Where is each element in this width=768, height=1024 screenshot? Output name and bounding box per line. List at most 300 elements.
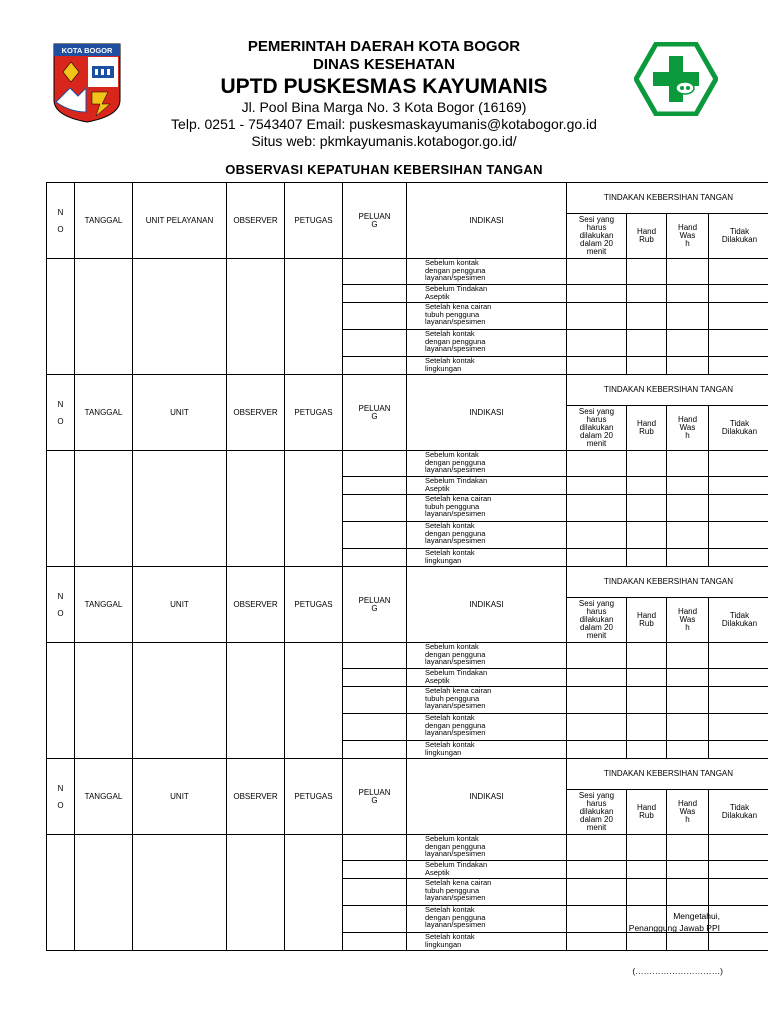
text-line: Rub xyxy=(639,811,654,820)
observer-cell[interactable] xyxy=(227,451,285,567)
observer-cell[interactable] xyxy=(227,643,285,759)
date-header: TANGGAL xyxy=(75,183,133,259)
observation-table xyxy=(46,182,768,375)
session-cell[interactable] xyxy=(567,522,627,549)
date-cell[interactable] xyxy=(75,259,133,375)
text-line: lingkungan xyxy=(425,555,462,565)
hand-wash-cell[interactable] xyxy=(667,933,709,951)
indication-cell xyxy=(407,303,567,330)
not-done-cell[interactable] xyxy=(709,451,768,477)
opportunity-cell[interactable] xyxy=(343,906,407,933)
opportunity-cell[interactable] xyxy=(343,522,407,549)
text-line: h xyxy=(685,239,690,248)
hand-hygiene-action-header: TINDAKAN KEBERSIHAN TANGAN xyxy=(567,759,768,790)
indication-cell xyxy=(407,714,567,741)
hand-rub-cell[interactable] xyxy=(627,495,667,522)
text-line: dalam 20 xyxy=(580,239,613,248)
opportunity-cell[interactable] xyxy=(343,643,407,669)
text-line: Setelah kena cairan xyxy=(425,686,492,695)
hand-rub-cell[interactable] xyxy=(627,285,667,303)
text-line: Setelah kontak xyxy=(425,713,475,722)
hand-wash-cell[interactable] xyxy=(667,357,709,375)
not-done-cell[interactable] xyxy=(709,495,768,522)
session-cell[interactable] xyxy=(567,933,627,951)
session-header xyxy=(567,214,627,259)
opportunity-cell[interactable] xyxy=(343,357,407,375)
text-line: Sebelum kontak xyxy=(425,258,479,267)
text-line: N xyxy=(57,783,64,793)
hand-wash-cell[interactable] xyxy=(667,285,709,303)
hand-rub-cell[interactable] xyxy=(627,330,667,357)
hand-rub-cell[interactable] xyxy=(627,669,667,687)
session-header xyxy=(567,406,627,451)
text-line: dengan pengguna xyxy=(425,720,486,730)
text-line: layanan/spesimen xyxy=(425,657,486,666)
indication-cell xyxy=(407,669,567,687)
date-cell[interactable] xyxy=(75,643,133,759)
no-header xyxy=(47,375,75,451)
hand-wash-header xyxy=(667,214,709,259)
session-cell[interactable] xyxy=(567,285,627,303)
text-line: dengan pengguna xyxy=(425,265,486,275)
indication-header: INDIKASI xyxy=(407,567,567,643)
hand-rub-cell[interactable] xyxy=(627,741,667,759)
not-done-cell[interactable] xyxy=(709,522,768,549)
no-cell[interactable] xyxy=(47,643,75,759)
text-line: Tidak xyxy=(729,611,750,620)
text-line: N xyxy=(57,207,64,217)
text-line: Hand xyxy=(677,799,698,808)
indication-cell xyxy=(407,285,567,303)
not-done-cell[interactable] xyxy=(709,549,768,567)
text-line: layanan/spesimen xyxy=(425,273,486,282)
indication-header: INDIKASI xyxy=(407,759,567,835)
text-line: Was xyxy=(679,615,696,624)
text-line: menit xyxy=(586,439,607,448)
text-line: layanan/spesimen xyxy=(425,509,486,518)
session-cell[interactable] xyxy=(567,495,627,522)
indication-cell xyxy=(407,259,567,285)
hand-wash-cell[interactable] xyxy=(667,259,709,285)
indication-cell xyxy=(407,835,567,861)
text-line: lingkungan xyxy=(425,363,462,373)
hand-rub-cell[interactable] xyxy=(627,861,667,879)
session-cell[interactable] xyxy=(567,861,627,879)
opportunity-cell[interactable] xyxy=(343,861,407,879)
text-line: harus xyxy=(586,415,607,424)
observation-table xyxy=(46,566,768,759)
opportunity-cell[interactable] xyxy=(343,714,407,741)
indication-cell xyxy=(407,643,567,669)
not-done-cell[interactable] xyxy=(709,669,768,687)
text-line: Rub xyxy=(639,619,654,628)
text-line: Setelah kontak xyxy=(425,740,475,749)
hand-rub-header xyxy=(627,598,667,643)
text-line: PELUAN xyxy=(358,403,391,413)
text-line: Hand xyxy=(677,223,698,232)
date-cell[interactable] xyxy=(75,451,133,567)
indication-header: INDIKASI xyxy=(407,375,567,451)
indication-cell xyxy=(407,549,567,567)
letterhead xyxy=(0,0,768,150)
no-cell[interactable] xyxy=(47,259,75,375)
logo-text: KOTA BOGOR xyxy=(61,46,113,55)
no-header xyxy=(47,183,75,259)
text-line: layanan/spesimen xyxy=(425,920,486,929)
staff-header: PETUGAS xyxy=(285,567,343,643)
hand-wash-cell[interactable] xyxy=(667,330,709,357)
session-cell[interactable] xyxy=(567,549,627,567)
text-line: Setelah kontak xyxy=(425,548,475,557)
text-line: dilakukan xyxy=(579,231,614,240)
session-cell[interactable] xyxy=(567,835,627,861)
text-line: dalam 20 xyxy=(580,431,613,440)
unit-header: UNIT xyxy=(133,759,227,835)
table-row xyxy=(47,643,768,669)
text-line: Aseptik xyxy=(425,291,450,301)
unit-header: UNIT xyxy=(133,375,227,451)
indication-header: INDIKASI xyxy=(407,183,567,259)
text-line: Sesi yang xyxy=(578,215,615,224)
session-header xyxy=(567,790,627,835)
text-line: PELUAN xyxy=(358,595,391,605)
hand-wash-cell[interactable] xyxy=(667,741,709,759)
text-line: N xyxy=(57,591,64,601)
text-line: tubuh pengguna xyxy=(425,885,480,895)
not-done-cell[interactable] xyxy=(709,330,768,357)
text-line: Tidak xyxy=(729,803,750,812)
indication-cell xyxy=(407,906,567,933)
text-line: O xyxy=(57,224,64,234)
hand-wash-cell[interactable] xyxy=(667,303,709,330)
opportunity-header xyxy=(343,183,407,259)
observer-cell[interactable] xyxy=(227,259,285,375)
text-line: layanan/spesimen xyxy=(425,701,486,710)
opportunity-cell[interactable] xyxy=(343,303,407,330)
hand-rub-cell[interactable] xyxy=(627,522,667,549)
document-title: OBSERVASI KEPATUHAN KEBERSIHAN TANGAN xyxy=(225,162,543,177)
text-line: Sebelum Tindakan xyxy=(425,284,488,293)
not-done-cell[interactable] xyxy=(709,741,768,759)
opportunity-cell[interactable] xyxy=(343,741,407,759)
staff-cell[interactable] xyxy=(285,451,343,567)
indication-cell xyxy=(407,879,567,906)
session-cell[interactable] xyxy=(567,330,627,357)
text-line: O xyxy=(57,416,64,426)
indication-cell xyxy=(407,522,567,549)
session-cell[interactable] xyxy=(567,477,627,495)
text-line: dengan pengguna xyxy=(425,528,486,538)
text-line: tubuh pengguna xyxy=(425,309,480,319)
text-line: dengan pengguna xyxy=(425,336,486,346)
observer-header: OBSERVER xyxy=(227,375,285,451)
text-line: dilakukan xyxy=(579,615,614,624)
not-done-cell[interactable] xyxy=(709,861,768,879)
session-cell[interactable] xyxy=(567,357,627,375)
date-header: TANGGAL xyxy=(75,759,133,835)
session-cell[interactable] xyxy=(567,879,627,906)
responsible-role: Penanggung Jawab PPI xyxy=(628,923,720,933)
not-done-cell[interactable] xyxy=(709,357,768,375)
text-line: layanan/spesimen xyxy=(425,536,486,545)
indication-cell xyxy=(407,477,567,495)
not-done-header xyxy=(709,598,768,643)
not-done-cell[interactable] xyxy=(709,933,768,951)
table-row xyxy=(47,451,768,477)
not-done-cell[interactable] xyxy=(709,643,768,669)
text-line: O xyxy=(57,608,64,618)
unit-cell[interactable] xyxy=(133,835,227,951)
not-done-cell[interactable] xyxy=(709,687,768,714)
text-line: Sesi yang xyxy=(578,407,615,416)
hand-rub-cell[interactable] xyxy=(627,687,667,714)
not-done-cell[interactable] xyxy=(709,303,768,330)
indication-cell xyxy=(407,933,567,951)
text-line: layanan/spesimen xyxy=(425,317,486,326)
hand-wash-header xyxy=(667,598,709,643)
staff-header: PETUGAS xyxy=(285,375,343,451)
session-cell[interactable] xyxy=(567,451,627,477)
text-line: Tidak xyxy=(729,419,750,428)
acknowledged-label: Mengetahui, xyxy=(673,911,720,921)
text-line: PELUAN xyxy=(358,211,391,221)
hand-rub-cell[interactable] xyxy=(627,259,667,285)
hand-wash-cell[interactable] xyxy=(667,643,709,669)
hand-wash-cell[interactable] xyxy=(667,687,709,714)
not-done-header xyxy=(709,214,768,259)
not-done-header xyxy=(709,790,768,835)
text-line: Rub xyxy=(639,427,654,436)
hand-wash-cell[interactable] xyxy=(667,714,709,741)
opportunity-cell[interactable] xyxy=(343,330,407,357)
session-cell[interactable] xyxy=(567,687,627,714)
text-line: Aseptik xyxy=(425,867,450,877)
hand-wash-cell[interactable] xyxy=(667,495,709,522)
no-cell[interactable] xyxy=(47,451,75,567)
opportunity-cell[interactable] xyxy=(343,549,407,567)
hand-rub-cell[interactable] xyxy=(627,357,667,375)
department-name: DINAS KESEHATAN xyxy=(313,56,455,73)
text-line: layanan/spesimen xyxy=(425,893,486,902)
text-line: Hand xyxy=(636,803,657,812)
opportunity-cell[interactable] xyxy=(343,477,407,495)
text-line: h xyxy=(685,815,690,824)
opportunity-cell[interactable] xyxy=(343,669,407,687)
text-line: Sebelum Tindakan xyxy=(425,860,488,869)
session-cell[interactable] xyxy=(567,741,627,759)
session-cell[interactable] xyxy=(567,643,627,669)
session-cell[interactable] xyxy=(567,303,627,330)
hand-wash-cell[interactable] xyxy=(667,477,709,495)
table-row xyxy=(47,259,768,285)
text-line: tubuh pengguna xyxy=(425,693,480,703)
text-line: Rub xyxy=(639,235,654,244)
text-line: layanan/spesimen xyxy=(425,849,486,858)
text-line: Dilakukan xyxy=(721,235,758,244)
text-line: Sesi yang xyxy=(578,791,615,800)
text-line: Sebelum kontak xyxy=(425,834,479,843)
hand-rub-cell[interactable] xyxy=(627,714,667,741)
not-done-cell[interactable] xyxy=(709,879,768,906)
text-line: Hand xyxy=(636,611,657,620)
not-done-cell[interactable] xyxy=(709,714,768,741)
hand-rub-cell[interactable] xyxy=(627,933,667,951)
approval-block xyxy=(580,910,720,934)
hand-hygiene-action-header: TINDAKAN KEBERSIHAN TANGAN xyxy=(567,375,768,406)
kota-bogor-emblem-icon xyxy=(52,42,122,124)
text-line: Tidak xyxy=(729,227,750,236)
indication-cell xyxy=(407,861,567,879)
hand-rub-header xyxy=(627,406,667,451)
text-line: Dilakukan xyxy=(721,619,758,628)
observer-header: OBSERVER xyxy=(227,567,285,643)
hand-rub-header xyxy=(627,214,667,259)
signature-line: (…………………………) xyxy=(632,966,723,976)
hand-wash-cell[interactable] xyxy=(667,669,709,687)
opportunity-cell[interactable] xyxy=(343,495,407,522)
text-line: harus xyxy=(586,223,607,232)
date-header: TANGGAL xyxy=(75,375,133,451)
unit-cell[interactable] xyxy=(133,259,227,375)
text-line: Setelah kontak xyxy=(425,329,475,338)
hand-wash-cell[interactable] xyxy=(667,451,709,477)
text-line: Hand xyxy=(636,419,657,428)
text-line: Setelah kontak xyxy=(425,521,475,530)
no-header xyxy=(47,567,75,643)
contact-info: Telp. 0251 - 7543407 Email: puskesmaskayumanis@kotabogor.go.id xyxy=(171,116,597,132)
text-line: Setelah kena cairan xyxy=(425,878,492,887)
indication-cell xyxy=(407,330,567,357)
hand-hygiene-action-header: TINDAKAN KEBERSIHAN TANGAN xyxy=(567,183,768,214)
indication-cell xyxy=(407,687,567,714)
unit-header: UNIT xyxy=(133,567,227,643)
text-line: Sebelum Tindakan xyxy=(425,476,488,485)
text-line: lingkungan xyxy=(425,747,462,757)
session-cell[interactable] xyxy=(567,669,627,687)
hand-wash-cell[interactable] xyxy=(667,549,709,567)
hand-rub-header xyxy=(627,790,667,835)
not-done-cell[interactable] xyxy=(709,285,768,303)
unit-cell[interactable] xyxy=(133,451,227,567)
hand-wash-header xyxy=(667,406,709,451)
opportunity-cell[interactable] xyxy=(343,285,407,303)
opportunity-cell[interactable] xyxy=(343,835,407,861)
text-line: Sebelum kontak xyxy=(425,642,479,651)
text-line: dengan pengguna xyxy=(425,457,486,467)
text-line: Dilakukan xyxy=(721,427,758,436)
session-header xyxy=(567,598,627,643)
opportunity-header xyxy=(343,759,407,835)
hand-rub-cell[interactable] xyxy=(627,879,667,906)
text-line: dilakukan xyxy=(579,807,614,816)
text-line: harus xyxy=(586,799,607,808)
puskesmas-logo-icon xyxy=(634,42,718,116)
text-line: Hand xyxy=(677,415,698,424)
text-line: G xyxy=(371,411,378,421)
text-line: Aseptik xyxy=(425,675,450,685)
indication-cell xyxy=(407,741,567,759)
hand-rub-cell[interactable] xyxy=(627,303,667,330)
institution-name: UPTD PUSKESMAS KAYUMANIS xyxy=(220,75,548,98)
staff-cell[interactable] xyxy=(285,259,343,375)
text-line: Sebelum kontak xyxy=(425,450,479,459)
not-done-cell[interactable] xyxy=(709,477,768,495)
session-cell[interactable] xyxy=(567,259,627,285)
hand-wash-cell[interactable] xyxy=(667,522,709,549)
text-line: N xyxy=(57,399,64,409)
text-line: PELUAN xyxy=(358,787,391,797)
hand-rub-cell[interactable] xyxy=(627,477,667,495)
hand-rub-cell[interactable] xyxy=(627,451,667,477)
observer-header: OBSERVER xyxy=(227,759,285,835)
text-line: O xyxy=(57,800,64,810)
staff-cell[interactable] xyxy=(285,835,343,951)
staff-header: PETUGAS xyxy=(285,183,343,259)
opportunity-cell[interactable] xyxy=(343,259,407,285)
text-line: menit xyxy=(586,247,607,256)
date-header: TANGGAL xyxy=(75,567,133,643)
not-done-cell[interactable] xyxy=(709,835,768,861)
session-cell[interactable] xyxy=(567,714,627,741)
text-line: lingkungan xyxy=(425,939,462,949)
website: Situs web: pkmkayumanis.kotabogor.go.id/ xyxy=(251,133,517,149)
text-line: G xyxy=(371,603,378,613)
government-name: PEMERINTAH DAERAH KOTA BOGOR xyxy=(247,38,521,55)
text-line: h xyxy=(685,431,690,440)
text-line: Setelah kena cairan xyxy=(425,302,492,311)
text-line: Sesi yang xyxy=(578,599,615,608)
text-line: Sebelum Tindakan xyxy=(425,668,488,677)
text-line: Was xyxy=(679,423,696,432)
observer-header: OBSERVER xyxy=(227,183,285,259)
text-line: dengan pengguna xyxy=(425,912,486,922)
text-line: Aseptik xyxy=(425,483,450,493)
opportunity-cell[interactable] xyxy=(343,879,407,906)
text-line: Setelah kontak xyxy=(425,932,475,941)
text-line: harus xyxy=(586,607,607,616)
no-header xyxy=(47,759,75,835)
opportunity-cell[interactable] xyxy=(343,933,407,951)
hand-wash-cell[interactable] xyxy=(667,835,709,861)
hand-wash-cell[interactable] xyxy=(667,861,709,879)
hand-wash-header xyxy=(667,790,709,835)
text-line: dengan pengguna xyxy=(425,841,486,851)
observer-cell[interactable] xyxy=(227,835,285,951)
observation-sheet xyxy=(46,182,758,951)
unit-header: UNIT PELAYANAN xyxy=(133,183,227,259)
hand-rub-cell[interactable] xyxy=(627,643,667,669)
opportunity-cell[interactable] xyxy=(343,687,407,714)
date-cell[interactable] xyxy=(75,835,133,951)
address: Jl. Pool Bina Marga No. 3 Kota Bogor (16169) xyxy=(241,99,527,115)
text-line: layanan/spesimen xyxy=(425,465,486,474)
text-line: Dilakukan xyxy=(721,811,758,820)
opportunity-header xyxy=(343,567,407,643)
text-line: dalam 20 xyxy=(580,623,613,632)
hand-rub-cell[interactable] xyxy=(627,835,667,861)
no-cell[interactable] xyxy=(47,835,75,951)
staff-cell[interactable] xyxy=(285,643,343,759)
text-line: dilakukan xyxy=(579,423,614,432)
hand-wash-cell[interactable] xyxy=(667,879,709,906)
text-line: layanan/spesimen xyxy=(425,728,486,737)
text-line: dengan pengguna xyxy=(425,649,486,659)
hand-rub-cell[interactable] xyxy=(627,549,667,567)
unit-cell[interactable] xyxy=(133,643,227,759)
text-line: Was xyxy=(679,807,696,816)
not-done-cell[interactable] xyxy=(709,259,768,285)
opportunity-cell[interactable] xyxy=(343,451,407,477)
